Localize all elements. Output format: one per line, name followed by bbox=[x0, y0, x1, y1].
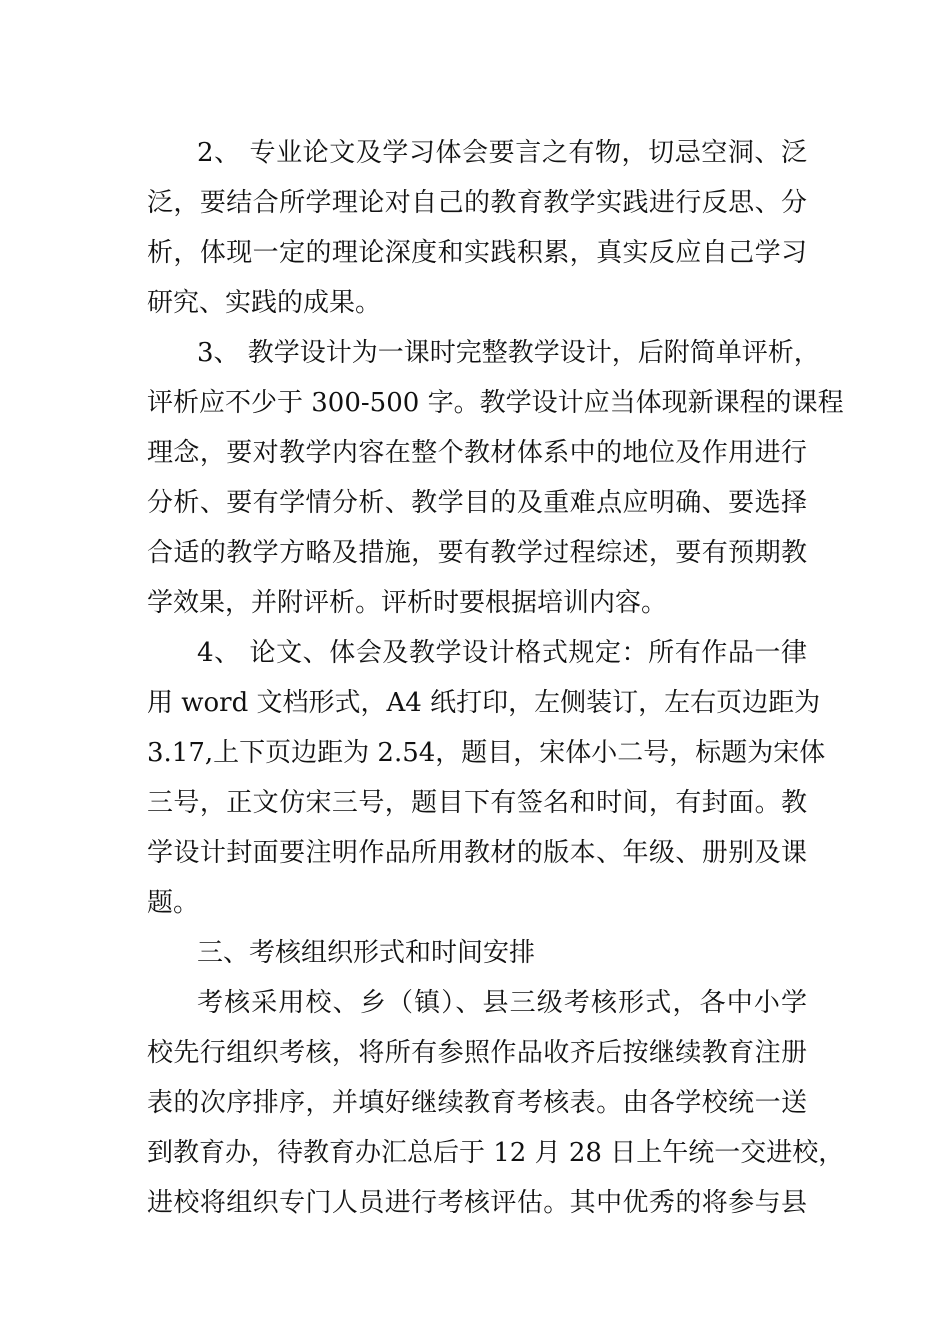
item-3-line-4: 分析、要有学情分析、教学目的及重难点应明确、要选择 bbox=[147, 488, 807, 518]
item-3-line-5: 合适的教学方略及措施，要有教学过程综述，要有预期教 bbox=[147, 538, 807, 568]
item-4-line-5: 学设计封面要注明作品所用教材的版本、年级、册别及课 bbox=[147, 838, 807, 868]
section-3-para-line-1: 考核采用校、乡（镇）、县三级考核形式，各中小学 bbox=[197, 988, 807, 1018]
section-3-para-line-5: 进校将组织专门人员进行考核评估。其中优秀的将参与县 bbox=[147, 1188, 807, 1218]
item-3-line-2: 评析应不少于 300-500 字。教学设计应当体现新课程的课程 bbox=[147, 388, 844, 418]
item-2-line-4: 研究、实践的成果。 bbox=[147, 288, 382, 318]
item-3-line-3: 理念，要对教学内容在整个教材体系中的地位及作用进行 bbox=[147, 438, 807, 468]
item-4-line-4: 三号，正文仿宋三号，题目下有签名和时间，有封面。教 bbox=[147, 788, 807, 818]
section-3-para-line-2: 校先行组织考核，将所有参照作品收齐后按继续教育注册 bbox=[147, 1038, 807, 1068]
section-3-heading: 三、考核组织形式和时间安排 bbox=[197, 938, 536, 968]
section-3-para-line-3: 表的次序排序，并填好继续教育考核表。由各学校统一送 bbox=[147, 1088, 807, 1118]
item-2-line-3: 析，体现一定的理论深度和实践积累，真实反应自己学习 bbox=[147, 238, 807, 268]
section-3-para-line-4: 到教育办，待教育办汇总后于 12 月 28 日上午统一交进校， bbox=[147, 1138, 845, 1168]
item-2-line-1: 2、 专业论文及学习体会要言之有物，切忌空洞、泛 bbox=[197, 138, 807, 168]
item-4-line-1: 4、 论文、体会及教学设计格式规定：所有作品一律 bbox=[197, 638, 807, 668]
item-4-line-6: 题。 bbox=[147, 888, 200, 918]
item-3-line-1: 3、 教学设计为一课时完整教学设计，后附简单评析， bbox=[197, 338, 820, 368]
item-4-line-2: 用 word 文档形式，A4 纸打印，左侧装订，左右页边距为 bbox=[147, 688, 821, 718]
item-3-line-6: 学效果，并附评析。评析时要根据培训内容。 bbox=[147, 588, 668, 618]
item-4-line-3: 3.17,上下页边距为 2.54，题目，宋体小二号，标题为宋体 bbox=[147, 738, 826, 768]
item-2-line-2: 泛，要结合所学理论对自己的教育教学实践进行反思、分 bbox=[147, 188, 807, 218]
